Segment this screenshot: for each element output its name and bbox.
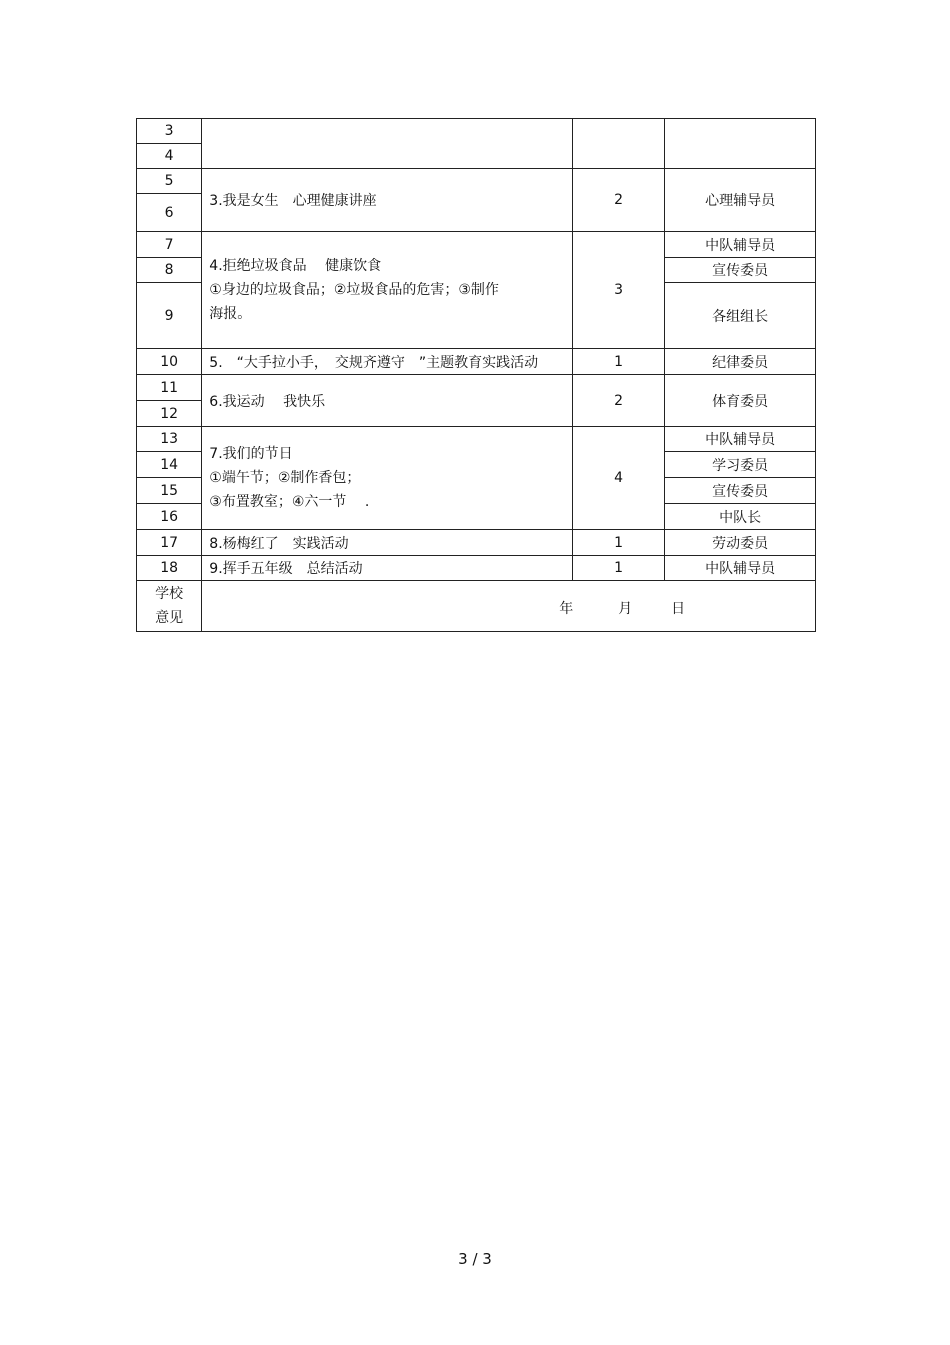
- activity-responsible: 中队辅导员: [665, 232, 816, 258]
- week-number: 6: [137, 194, 202, 232]
- week-number: 12: [137, 401, 202, 427]
- activity-responsible: 中队辅导员: [665, 427, 816, 452]
- hours-cell-empty: [572, 119, 664, 169]
- day-label: 日: [671, 601, 686, 617]
- table-row: [137, 427, 816, 452]
- school-opinion-field[interactable]: [202, 581, 816, 632]
- table-row: [137, 232, 816, 258]
- activity-title: 5. “大手拉小手， 交规齐遵守 ”主题教育实践活动: [202, 349, 573, 375]
- activity-responsible: 各组组长: [665, 283, 816, 349]
- table-row: [137, 169, 816, 194]
- page-number: 3 / 3: [458, 1250, 492, 1268]
- activity-hours: 3: [572, 232, 664, 349]
- week-number: 3: [137, 119, 202, 144]
- activity-detail: [202, 427, 573, 530]
- activity-responsible: 纪律委员: [665, 349, 816, 375]
- activity-responsible: 中队辅导员: [665, 556, 816, 581]
- activity-hours: 1: [572, 530, 664, 556]
- week-number: 8: [137, 258, 202, 283]
- table-row: [137, 375, 816, 401]
- week-number: 17: [137, 530, 202, 556]
- responsible-cell-empty: [665, 119, 816, 169]
- activity-hours: 2: [572, 375, 664, 427]
- activity-plan-table: [136, 118, 816, 632]
- school-opinion-label: [137, 581, 202, 632]
- activity-responsible: 劳动委员: [665, 530, 816, 556]
- activity-hours: 2: [572, 169, 664, 232]
- activity-title: 8.杨梅红了 实践活动: [202, 530, 573, 556]
- activity-subtopics-continued: 海报。: [209, 306, 252, 322]
- date-line: [559, 598, 685, 618]
- year-label: 年: [559, 601, 574, 617]
- activity-responsible: 学习委员: [665, 452, 816, 478]
- week-number: 7: [137, 232, 202, 258]
- activity-subtopics: ①身边的垃圾食品；②垃圾食品的危害；③制作: [209, 282, 499, 298]
- activity-responsible: 体育委员: [665, 375, 816, 427]
- activity-title: 3.我是女生 心理健康讲座: [202, 169, 573, 232]
- activity-subtopics-continued: ③布置教室；④六一节 .: [209, 494, 370, 510]
- activity-responsible: 中队长: [665, 504, 816, 530]
- week-number: 18: [137, 556, 202, 581]
- activity-hours: 4: [572, 427, 664, 530]
- table-row: [137, 349, 816, 375]
- activity-responsible: 宣传委员: [665, 258, 816, 283]
- week-number: 15: [137, 478, 202, 504]
- activity-responsible: 宣传委员: [665, 478, 816, 504]
- activity-responsible: 心理辅导员: [665, 169, 816, 232]
- week-number: 9: [137, 283, 202, 349]
- table-row: [137, 556, 816, 581]
- activity-detail: [202, 232, 573, 349]
- activity-title: 9.挥手五年级 总结活动: [202, 556, 573, 581]
- school-opinion-label-line1: 学校: [155, 586, 184, 602]
- activity-title: 4.拒绝垃圾食品 健康饮食: [209, 258, 382, 274]
- week-number: 16: [137, 504, 202, 530]
- activity-title: 6.我运动 我快乐: [202, 375, 573, 427]
- activity-subtopics: ①端午节；②制作香包；: [209, 470, 361, 486]
- activity-hours: 1: [572, 349, 664, 375]
- activity-cell-empty: [202, 119, 573, 169]
- school-opinion-label-line2: 意见: [155, 610, 184, 626]
- activity-hours: 1: [572, 556, 664, 581]
- month-label: 月: [618, 601, 633, 617]
- week-number: 10: [137, 349, 202, 375]
- table-row: [137, 530, 816, 556]
- week-number: 11: [137, 375, 202, 401]
- school-opinion-row: [137, 581, 816, 632]
- week-number: 5: [137, 169, 202, 194]
- week-number: 14: [137, 452, 202, 478]
- table-row: [137, 119, 816, 144]
- activity-title: 7.我们的节日: [209, 446, 293, 462]
- week-number: 13: [137, 427, 202, 452]
- week-number: 4: [137, 144, 202, 169]
